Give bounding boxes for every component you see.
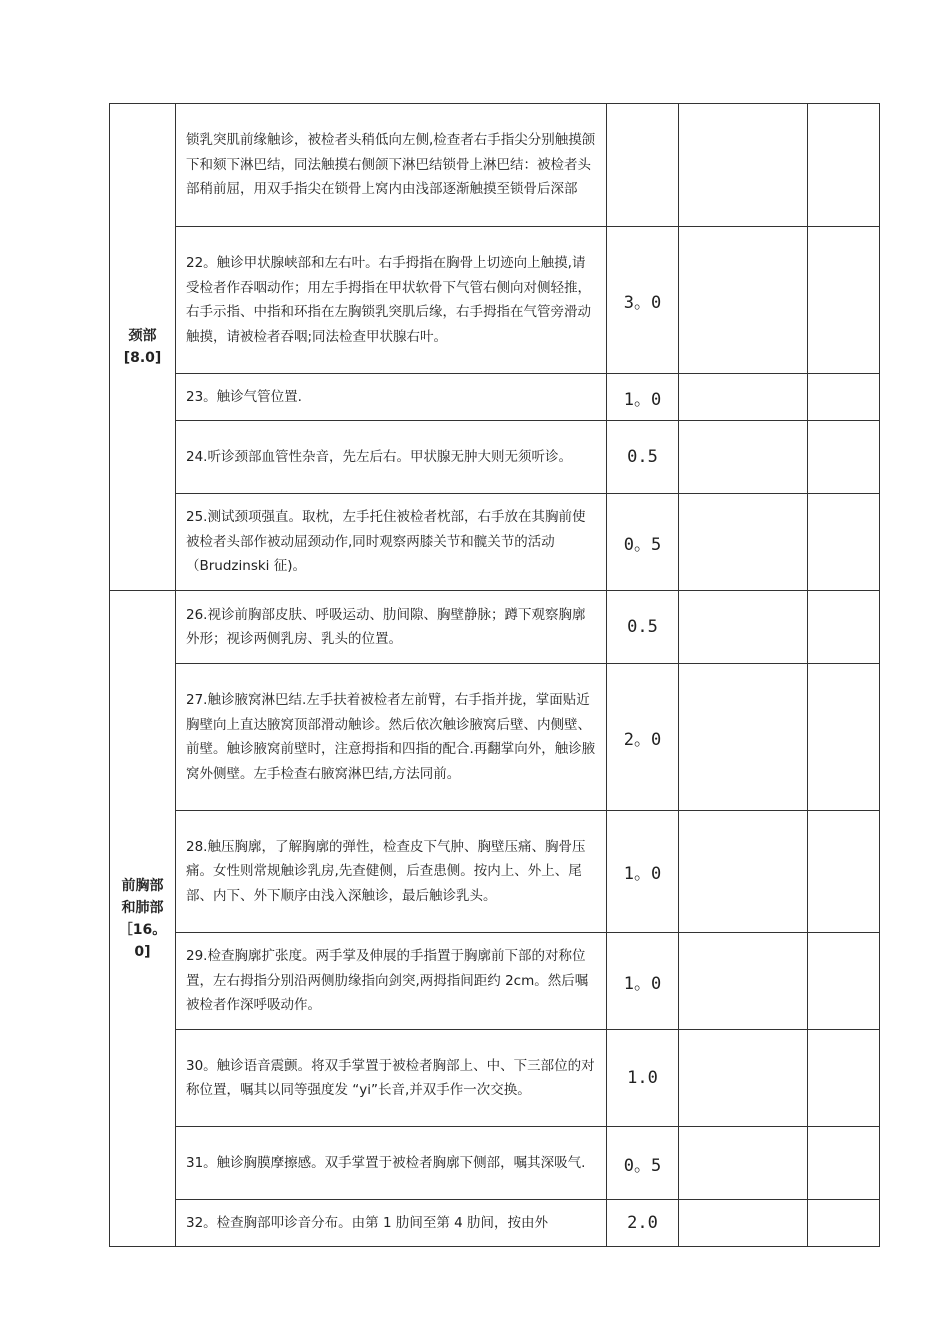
item-description: 锁乳突肌前缘触诊，被检者头稍低向左侧,检查者右手指尖分别触摸颌下和颏下淋巴结，同法触摸右侧颌下淋巴结锁骨上淋巴结：被检者头部稍前屈，用双手指尖在锁骨上窝内由浅部逐渐触摸至锁骨后深部 bbox=[176, 104, 607, 227]
item-score bbox=[607, 104, 679, 227]
item-description: 22。触诊甲状腺峡部和左右叶。右手拇指在胸骨上切迹向上触摸,请受检者作吞咽动作；用左手拇指在甲状软骨下气管右侧向对侧轻推，右手示指、中指和环指在左胸锁乳突肌后缘，右手拇指在气管旁滑动触摸，请被检者吞咽;同法检查甲状腺右叶。 bbox=[176, 227, 607, 374]
section-label: 颈部 [8.0] bbox=[123, 328, 162, 366]
blank-cell bbox=[679, 1030, 808, 1127]
item-score: 1。0 bbox=[607, 811, 679, 933]
table-row bbox=[110, 1030, 880, 1127]
table-row bbox=[110, 1127, 880, 1200]
blank-cell bbox=[808, 104, 880, 227]
item-description: 27.触诊腋窝淋巴结.左手扶着被检者左前臂，右手指并拢，掌面贴近胸壁向上直达腋窝顶部滑动触诊。然后依次触诊腋窝后壁、内侧壁、前壁。触诊腋窝前壁时，注意拇指和四指的配合.再翻掌向外，触诊腋窝外侧壁。左手检查右腋窝淋巴结,方法同前。 bbox=[176, 664, 607, 811]
table-row bbox=[110, 933, 880, 1030]
blank-cell bbox=[679, 591, 808, 664]
item-score: 1。0 bbox=[607, 933, 679, 1030]
table-row bbox=[110, 1200, 880, 1247]
item-description: 24.听诊颈部血管性杂音，先左后右。甲状腺无肿大则无须听诊。 bbox=[176, 421, 607, 494]
item-description: 23。触诊气管位置. bbox=[176, 374, 607, 421]
table-row bbox=[110, 227, 880, 374]
blank-cell bbox=[808, 1127, 880, 1200]
blank-cell bbox=[679, 933, 808, 1030]
blank-cell bbox=[808, 1030, 880, 1127]
blank-cell bbox=[679, 421, 808, 494]
blank-cell bbox=[679, 374, 808, 421]
table-row bbox=[110, 811, 880, 933]
blank-cell bbox=[808, 227, 880, 374]
blank-cell bbox=[808, 494, 880, 591]
section-label: 前胸部和肺部［16。0] bbox=[118, 877, 167, 960]
blank-cell bbox=[808, 374, 880, 421]
item-score: 0。5 bbox=[607, 1127, 679, 1200]
item-score: 0.5 bbox=[607, 421, 679, 494]
item-description: 26.视诊前胸部皮肤、呼吸运动、肋间隙、胸壁静脉；蹲下观察胸廓外形；视诊两侧乳房、乳头的位置。 bbox=[176, 591, 607, 664]
blank-cell bbox=[808, 811, 880, 933]
item-description: 30。触诊语音震颤。将双手掌置于被检者胸部上、中、下三部位的对称位置，嘱其以同等强度发 “yi”长音,并双手作一次交换。 bbox=[176, 1030, 607, 1127]
table-row bbox=[110, 494, 880, 591]
item-score: 0.5 bbox=[607, 591, 679, 664]
table-row bbox=[110, 591, 880, 664]
blank-cell bbox=[679, 104, 808, 227]
blank-cell bbox=[679, 1127, 808, 1200]
section-chest-lung bbox=[110, 591, 176, 1247]
blank-cell bbox=[679, 494, 808, 591]
table-row bbox=[110, 664, 880, 811]
blank-cell bbox=[808, 933, 880, 1030]
blank-cell bbox=[808, 421, 880, 494]
item-description: 25.测试颈项强直。取枕，左手托住被检者枕部，右手放在其胸前使被检者头部作被动屈颈动作,同时观察两膝关节和髋关节的活动（Brudzinski 征)。 bbox=[176, 494, 607, 591]
blank-cell bbox=[808, 1200, 880, 1247]
item-score: 1.0 bbox=[607, 1030, 679, 1127]
item-description: 29.检查胸廓扩张度。两手掌及伸展的手指置于胸廓前下部的对称位置，左右拇指分别沿两侧肋缘指向剑突,两拇指间距约 2cm。然后嘱被检者作深呼吸动作。 bbox=[176, 933, 607, 1030]
table-row bbox=[110, 374, 880, 421]
item-score: 2。0 bbox=[607, 664, 679, 811]
blank-cell bbox=[679, 1200, 808, 1247]
exam-table bbox=[109, 103, 880, 1247]
item-score: 1。0 bbox=[607, 374, 679, 421]
item-score: 2.0 bbox=[607, 1200, 679, 1247]
blank-cell bbox=[679, 664, 808, 811]
item-score: 0。5 bbox=[607, 494, 679, 591]
item-description: 28.触压胸廓，了解胸廓的弹性，检查皮下气肿、胸壁压痛、胸骨压痛。女性则常规触诊乳房,先查健侧，后查患侧。按内上、外上、尾部、内下、外下顺序由浅入深触诊，最后触诊乳头。 bbox=[176, 811, 607, 933]
blank-cell bbox=[679, 811, 808, 933]
section-neck bbox=[110, 104, 176, 591]
table-row bbox=[110, 104, 880, 227]
item-score: 3。0 bbox=[607, 227, 679, 374]
blank-cell bbox=[808, 591, 880, 664]
item-description: 32。检查胸部叩诊音分布。由第 1 肋间至第 4 肋间，按由外 bbox=[176, 1200, 607, 1247]
item-description: 31。触诊胸膜摩擦感。双手掌置于被检者胸廓下侧部，嘱其深吸气. bbox=[176, 1127, 607, 1200]
blank-cell bbox=[679, 227, 808, 374]
table-row bbox=[110, 421, 880, 494]
blank-cell bbox=[808, 664, 880, 811]
